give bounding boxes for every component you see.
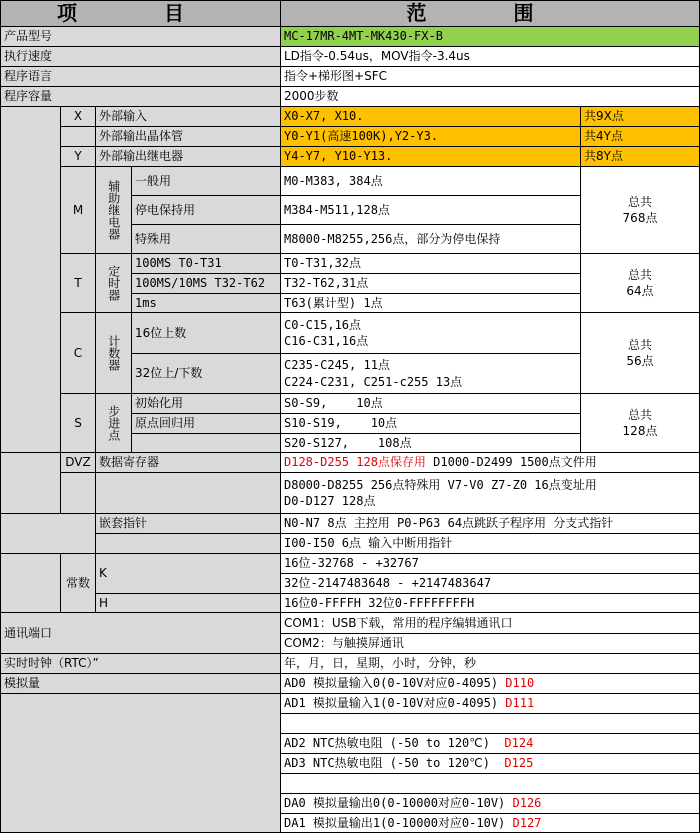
analog-ad1-text: AD1 模拟量输入1(0-10V对应0-4095): [284, 696, 506, 711]
dvz-value: [280, 452, 700, 473]
lang-value: 指令+梯形图+SFC: [280, 66, 700, 87]
m-row-3-value: M8000-M8255,256点，部分为停电保持: [280, 224, 581, 254]
relay-name: 外部输出继电器: [95, 146, 281, 167]
dvz-value-file: D1000-D2499 1500点文件用: [425, 455, 597, 470]
nest-value-1: N0-N7 8点 主控用 P0-P63 64点跳跃子程序用 分支式指针: [280, 513, 700, 534]
s-row-1-name: 初始化用: [131, 393, 281, 414]
transistor-total: 共4Y点: [580, 126, 700, 147]
relay-value: Y4-Y7, Y10-Y13.: [280, 146, 581, 167]
const-k: K: [95, 553, 281, 594]
const-name: 常数: [60, 553, 96, 613]
s-row-3-value: S20-S127, 108点: [280, 433, 581, 453]
nest-name-blank: [95, 533, 281, 554]
analog-da0-text: DA0 模拟量输出0(0-10000对应0-10V): [284, 796, 513, 811]
analog-blank: [0, 693, 281, 833]
analog-ad2-reg: D124: [504, 736, 534, 751]
c-total: 总共 56点: [580, 312, 700, 394]
analog-spacer-1: [280, 713, 700, 734]
t-row-1-value: T0-T31,32点: [280, 253, 581, 274]
comm-label: 通讯端口: [0, 612, 281, 654]
const-h: H: [95, 593, 281, 613]
analog-da0: [280, 793, 700, 814]
m-row-1-value: M0-M383, 384点: [280, 166, 581, 196]
relay-total: 共8Y点: [580, 146, 700, 167]
t-row-2-name: 100MS/10MS T32-T62: [131, 273, 281, 294]
c-row-1-value: C0-C15,16点 C16-C31,16点: [280, 312, 581, 354]
analog-da0-reg: D126: [512, 796, 542, 811]
analog-ad3-text: AD3 NTC热敏电阻 (-50 to 120℃): [284, 756, 505, 771]
analog-spacer-2: [280, 773, 700, 794]
dvz-code-blank: [60, 472, 96, 514]
transistor-code: [60, 126, 96, 147]
m-group-label: 辅助继电器: [95, 166, 132, 254]
t-row-1-name: 100MS T0-T31: [131, 253, 281, 274]
dvz-value-2: D8000-D8255 256点特殊用 V7-V0 Z7-Z0 16点变址用 D0-D127 128点: [280, 472, 700, 514]
x-value: X0-X7, X10.: [280, 106, 581, 127]
transistor-name: 外部输出晶体管: [95, 126, 281, 147]
comm-com2: COM2：与触摸屏通讯: [280, 633, 700, 654]
analog-ad3: [280, 753, 700, 774]
t-row-3-name: 1ms: [131, 293, 281, 313]
lang-label: 程序语言: [0, 66, 281, 87]
capacity-label: 程序容量: [0, 86, 281, 107]
s-row-1-value: S0-S9, 10点: [280, 393, 581, 414]
dvz-value-saved: D128-D255 128点保存用: [284, 455, 426, 470]
rtc-label: 实时时钟（RTC）”: [0, 653, 281, 674]
c-group-label: 计数器: [95, 312, 132, 394]
analog-ad2: [280, 733, 700, 754]
s-row-2-name: 原点回归用: [131, 413, 281, 434]
t-row-2-value: T32-T62,31点: [280, 273, 581, 294]
const-h1: 16位0-FFFFH 32位0-FFFFFFFFH: [280, 593, 700, 613]
c-row-1-name: 16位上数: [131, 312, 281, 354]
s-total: 总共 128点: [580, 393, 700, 453]
dvz-blank: [0, 452, 61, 514]
analog-da1: [280, 813, 700, 833]
rtc-value: 年，月，日，星期，小时，分钟，秒: [280, 653, 700, 674]
s-group-label: 步进点: [95, 393, 132, 453]
header-item: 项 目: [0, 0, 281, 27]
model-value: MC-17MR-4MT-MK430-FX-B: [280, 26, 700, 47]
analog-ad2-text: AD2 NTC热敏电阻 (-50 to 120℃): [284, 736, 505, 751]
comm-com1: COM1：USB下载，常用的程序编辑通讯口: [280, 612, 700, 634]
analog-label: 模拟量: [0, 673, 281, 694]
model-label: 产品型号: [0, 26, 281, 47]
const-k2: 32位-2147483648 - +2147483647: [280, 573, 700, 594]
m-code: M: [60, 166, 96, 254]
analog-ad0: [280, 673, 700, 694]
t-group-label: 定时器: [95, 253, 132, 313]
m-row-1-name: 一般用: [131, 166, 281, 196]
speed-label: 执行速度: [0, 46, 281, 67]
s-code: S: [60, 393, 96, 453]
m-row-2-name: 停电保持用: [131, 195, 281, 225]
dvz-name: 数据寄存器: [95, 452, 281, 473]
t-row-3-value: T63(累计型) 1点: [280, 293, 581, 313]
x-name: 外部输入: [95, 106, 281, 127]
io-group-blank: [0, 106, 61, 453]
nest-blank: [0, 513, 96, 554]
relay-code: Y: [60, 146, 96, 167]
m-row-2-value: M384-M511,128点: [280, 195, 581, 225]
header-range: 范 围: [280, 0, 700, 27]
dvz-code: DVZ: [60, 452, 96, 473]
nest-name: 嵌套指针: [95, 513, 281, 534]
analog-ad1-reg: D111: [505, 696, 535, 711]
const-k1: 16位-32768 - +32767: [280, 553, 700, 574]
analog-ad0-text: AD0 模拟量输入0(0-10V对应0-4095): [284, 676, 506, 691]
speed-value: LD指令-0.54us，MOV指令-3.4us: [280, 46, 700, 67]
s-row-2-value: S10-S19, 10点: [280, 413, 581, 434]
analog-ad3-reg: D125: [504, 756, 534, 771]
x-total: 共9X点: [580, 106, 700, 127]
dvz-name-blank: [95, 472, 281, 514]
analog-da1-reg: D127: [512, 815, 542, 830]
c-row-2-value: C235-C245, 11点 C224-C231, C251-c255 13点: [280, 353, 581, 394]
t-code: T: [60, 253, 96, 313]
nest-value-2: I00-I50 6点 输入中断用指针: [280, 533, 700, 554]
t-total: 总共 64点: [580, 253, 700, 313]
x-code: X: [60, 106, 96, 127]
m-total: 总共 768点: [580, 166, 700, 254]
m-row-3-name: 特殊用: [131, 224, 281, 254]
const-blank: [0, 553, 61, 613]
transistor-value: Y0-Y1(高速100K),Y2-Y3.: [280, 126, 581, 147]
capacity-value: 2000步数: [280, 86, 700, 107]
analog-ad1: [280, 693, 700, 714]
s-row-3-name: [131, 433, 281, 453]
c-code: C: [60, 312, 96, 394]
c-row-2-name: 32位上/下数: [131, 353, 281, 394]
analog-ad0-reg: D110: [505, 676, 535, 691]
analog-da1-text: DA1 模拟量输出1(0-10000对应0-10V): [284, 815, 513, 830]
